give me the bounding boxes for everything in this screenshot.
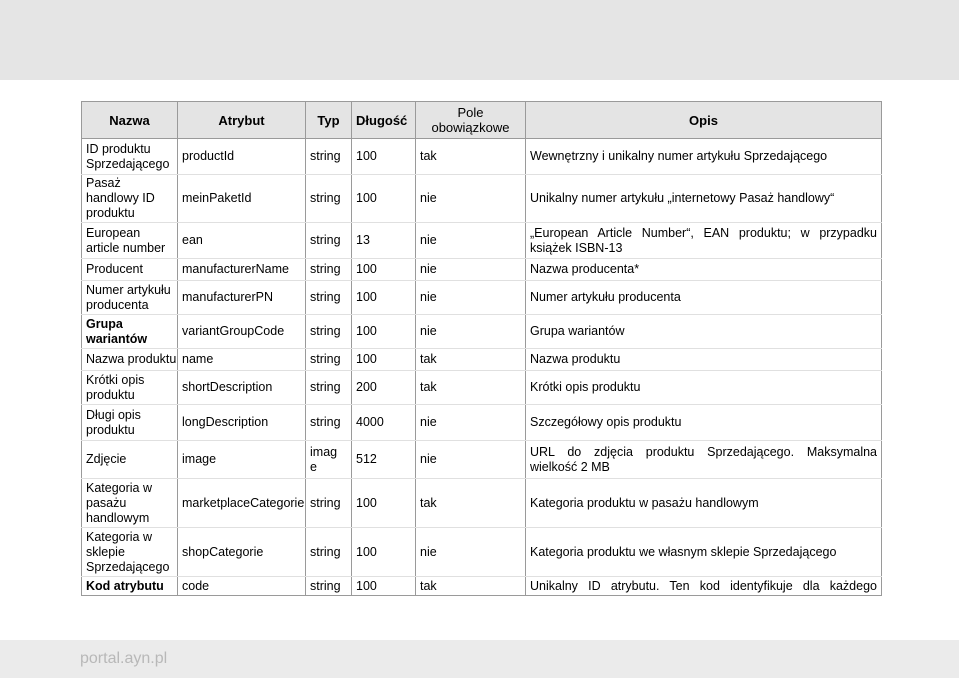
cell-atrybut: variantGroupCode	[178, 315, 306, 349]
cell-dlugosc: 13	[352, 223, 416, 259]
cell-nazwa: Grupa wariantów	[82, 315, 178, 349]
table-row	[82, 479, 882, 528]
footer	[0, 640, 959, 678]
cell-atrybut: shortDescription	[178, 371, 306, 405]
cell-nazwa: Krótki opis produktu	[82, 371, 178, 405]
header-dlugosc: Długość	[352, 102, 416, 139]
cell-dlugosc: 100	[352, 315, 416, 349]
cell-atrybut: code	[178, 577, 306, 596]
cell-pole: nie	[416, 175, 526, 223]
cell-opis: Nazwa producenta*	[526, 259, 882, 281]
cell-typ: string	[306, 281, 352, 315]
cell-typ: string	[306, 223, 352, 259]
cell-dlugosc: 512	[352, 441, 416, 479]
cell-nazwa: Producent	[82, 259, 178, 281]
cell-nazwa: Numer artykułu producenta	[82, 281, 178, 315]
cell-typ: string	[306, 479, 352, 528]
table-row	[82, 315, 882, 349]
header-opis: Opis	[526, 102, 882, 139]
cell-dlugosc: 100	[352, 479, 416, 528]
cell-pole: nie	[416, 315, 526, 349]
cell-pole: nie	[416, 259, 526, 281]
cell-opis: Kategoria produktu w pasażu handlowym	[526, 479, 882, 528]
header-pole: Pole obowiązkowe	[416, 102, 526, 139]
cell-typ: string	[306, 315, 352, 349]
cell-typ: string	[306, 577, 352, 596]
cell-nazwa: ID produktu Sprzedającego	[82, 139, 178, 175]
cell-typ: string	[306, 371, 352, 405]
cell-dlugosc: 100	[352, 349, 416, 371]
cell-opis: Wewnętrzny i unikalny numer artykułu Sprzedającego	[526, 139, 882, 175]
cell-nazwa: Pasaż handlowy ID produktu	[82, 175, 178, 223]
cell-opis: Unikalny numer artykułu „internetowy Pasaż handlowy“	[526, 175, 882, 223]
cell-atrybut: image	[178, 441, 306, 479]
cell-typ: string	[306, 528, 352, 577]
cell-dlugosc: 100	[352, 577, 416, 596]
cell-opis: Krótki opis produktu	[526, 371, 882, 405]
cell-typ: string	[306, 259, 352, 281]
table-row	[82, 441, 882, 479]
cell-typ: string	[306, 139, 352, 175]
table-row	[82, 281, 882, 315]
cell-pole: nie	[416, 281, 526, 315]
cell-dlugosc: 100	[352, 281, 416, 315]
table-row	[82, 139, 882, 175]
cell-atrybut: marketplaceCategorie	[178, 479, 306, 528]
cell-pole: nie	[416, 223, 526, 259]
cell-nazwa: Nazwa produktu	[82, 349, 178, 371]
table-row	[82, 371, 882, 405]
cell-pole: tak	[416, 371, 526, 405]
cell-pole: tak	[416, 479, 526, 528]
cell-opis: Unikalny ID atrybutu. Ten kod identyfikuje dla każdego	[526, 577, 882, 596]
cell-typ: imag e	[306, 441, 352, 479]
cell-nazwa: Kategoria w sklepie Sprzedającego	[82, 528, 178, 577]
attribute-table	[81, 101, 882, 596]
cell-nazwa: European article number	[82, 223, 178, 259]
cell-atrybut: manufacturerPN	[178, 281, 306, 315]
cell-opis: Kategoria produktu we własnym sklepie Sprzedającego	[526, 528, 882, 577]
cell-opis: Nazwa produktu	[526, 349, 882, 371]
table-row	[82, 577, 882, 596]
header-atrybut: Atrybut	[178, 102, 306, 139]
cell-nazwa: Kod atrybutu	[82, 577, 178, 596]
cell-atrybut: manufacturerName	[178, 259, 306, 281]
cell-opis: Grupa wariantów	[526, 315, 882, 349]
header-typ: Typ	[306, 102, 352, 139]
header-nazwa: Nazwa	[82, 102, 178, 139]
cell-typ: string	[306, 405, 352, 441]
cell-dlugosc: 4000	[352, 405, 416, 441]
cell-atrybut: name	[178, 349, 306, 371]
cell-opis: URL do zdjęcia produktu Sprzedającego. Maksymalna wielkość 2 MB	[526, 441, 882, 479]
cell-atrybut: longDescription	[178, 405, 306, 441]
cell-atrybut: ean	[178, 223, 306, 259]
cell-dlugosc: 200	[352, 371, 416, 405]
cell-dlugosc: 100	[352, 175, 416, 223]
cell-pole: tak	[416, 577, 526, 596]
cell-atrybut: meinPaketId	[178, 175, 306, 223]
cell-opis: „European Article Number“, EAN produktu; w przypadku książek ISBN-13	[526, 223, 882, 259]
cell-opis: Szczegółowy opis produktu	[526, 405, 882, 441]
table-row	[82, 528, 882, 577]
cell-nazwa: Zdjęcie	[82, 441, 178, 479]
cell-dlugosc: 100	[352, 528, 416, 577]
table-row	[82, 405, 882, 441]
top-banner	[0, 0, 959, 80]
cell-atrybut: productId	[178, 139, 306, 175]
cell-dlugosc: 100	[352, 259, 416, 281]
cell-pole: tak	[416, 349, 526, 371]
cell-pole: nie	[416, 528, 526, 577]
cell-pole: tak	[416, 139, 526, 175]
table-row	[82, 349, 882, 371]
cell-nazwa: Kategoria w pasażu handlowym	[82, 479, 178, 528]
cell-pole: nie	[416, 441, 526, 479]
cell-typ: string	[306, 349, 352, 371]
table-row	[82, 175, 882, 223]
table-row	[82, 223, 882, 259]
footer-domain: portal.ayn.pl	[80, 650, 168, 667]
table-row	[82, 259, 882, 281]
cell-typ: string	[306, 175, 352, 223]
cell-nazwa: Długi opis produktu	[82, 405, 178, 441]
cell-pole: nie	[416, 405, 526, 441]
cell-dlugosc: 100	[352, 139, 416, 175]
cell-opis: Numer artykułu producenta	[526, 281, 882, 315]
cell-atrybut: shopCategorie	[178, 528, 306, 577]
table-header-row	[82, 102, 882, 139]
